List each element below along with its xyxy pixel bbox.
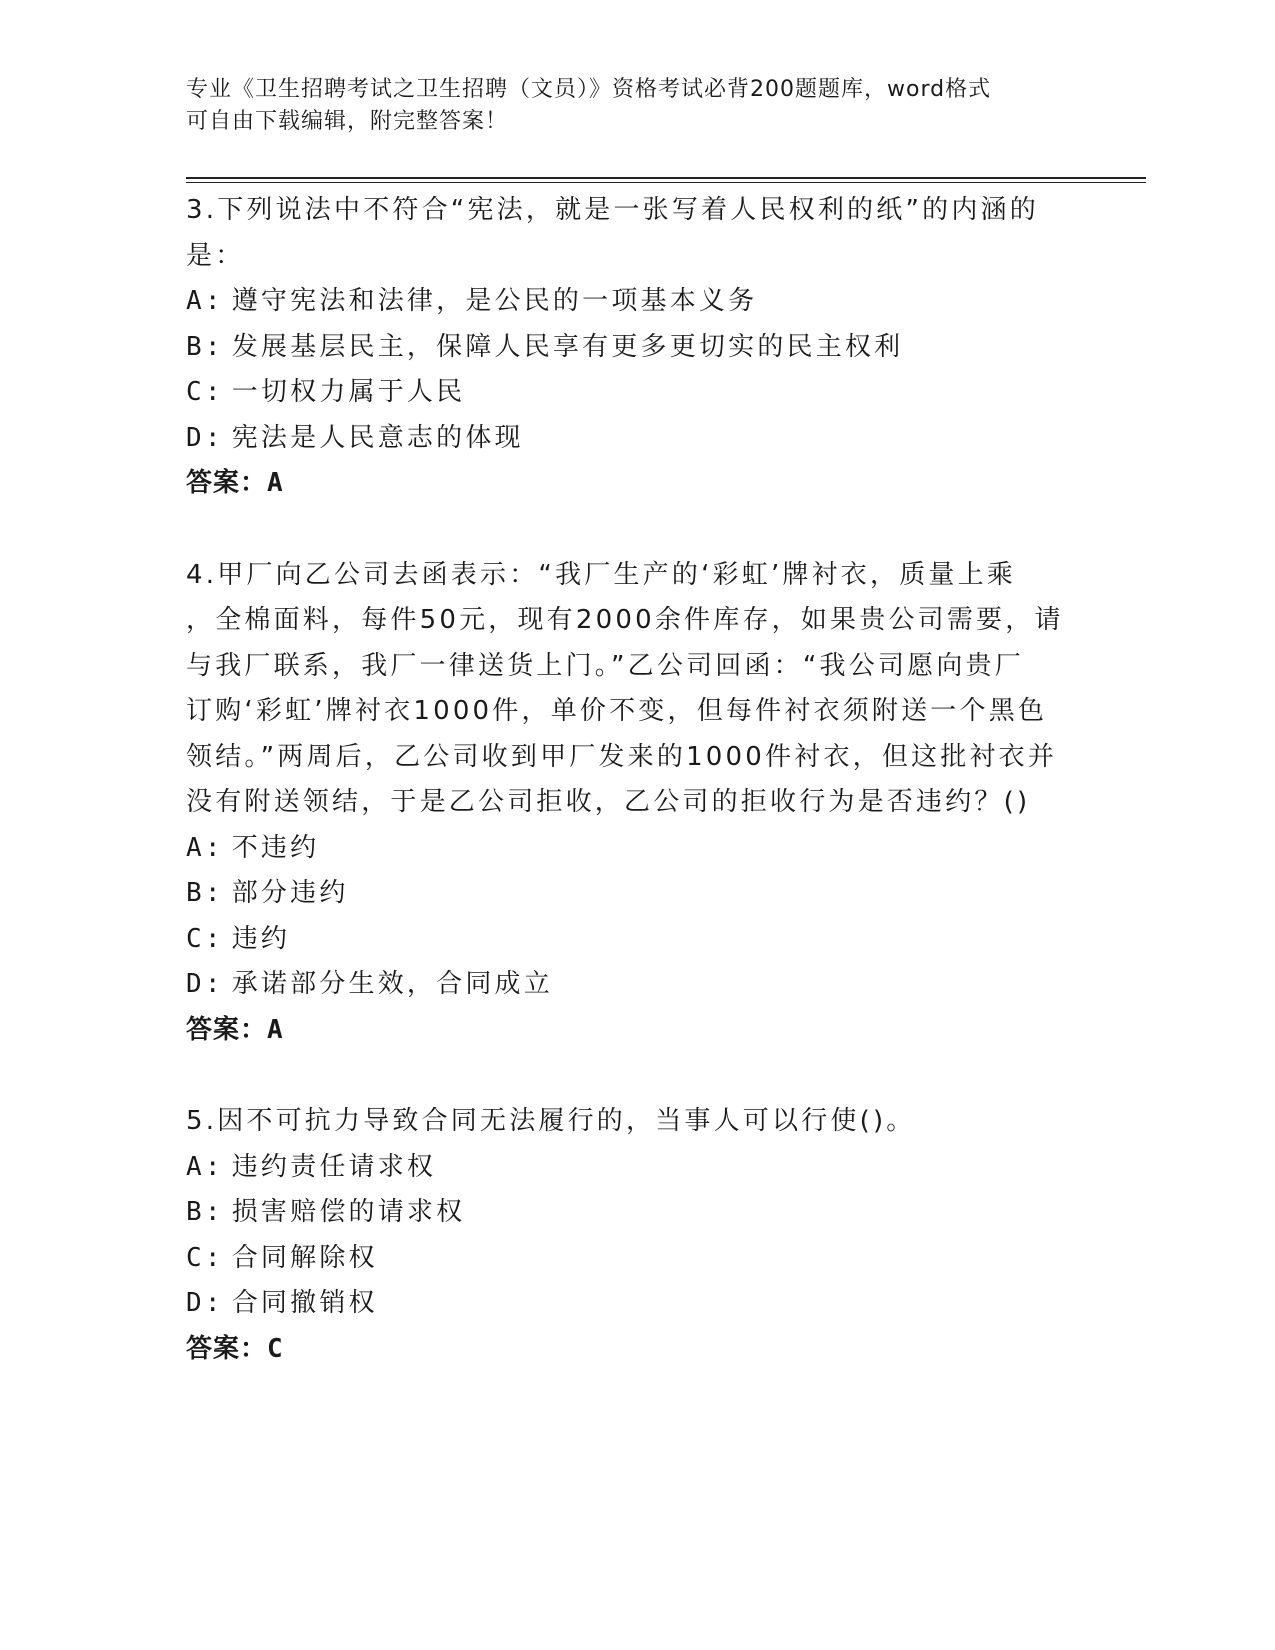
question-text-line: 订购‘彩虹’牌衬衣1000件，单价不变，但每件衬衣须附送一个黑色	[186, 696, 1048, 726]
question-list	[186, 188, 1086, 1418]
option-letter: A:	[186, 286, 224, 316]
option-text: 一切权力属于人民	[231, 377, 466, 407]
option-letter: A:	[186, 1151, 224, 1182]
question-text-line: 5.因不可抗力导致合同无法履行的，当事人可以行使()。	[186, 1106, 916, 1136]
answer-label: 答案：	[186, 468, 268, 498]
option-a	[186, 1145, 1086, 1191]
option-text: 违约	[231, 923, 291, 954]
option-text: 发展基层民主，保障人民享有更多更切实的民主权利	[231, 331, 904, 362]
option-letter: D:	[186, 1288, 224, 1318]
option-d	[186, 416, 1086, 462]
option-a	[186, 826, 1086, 872]
answer-line	[186, 461, 1086, 507]
option-a	[186, 279, 1086, 325]
option-letter: C:	[186, 1242, 224, 1273]
option-letter: C:	[186, 923, 224, 954]
option-text: 违约责任请求权	[231, 1151, 437, 1182]
question-text-line: 没有附送领结，于是乙公司拒收，乙公司的拒收行为是否违约？()	[186, 787, 1031, 817]
option-text: 合同解除权	[231, 1242, 378, 1273]
question-text-line: 3.下列说法中不符合“宪法，就是一张写着人民权利的纸”的内涵的	[186, 195, 1039, 225]
option-text: 合同撤销权	[231, 1288, 378, 1318]
option-letter: D:	[186, 422, 224, 453]
option-c	[186, 917, 1086, 963]
option-text: 承诺部分生效，合同成立	[231, 969, 553, 999]
answer-value: C	[267, 1333, 284, 1364]
question-text-line: 与我厂联系，我厂一律送货上门。”乙公司回函：“我公司愿向贵厂	[186, 650, 1024, 681]
document-header	[186, 74, 1066, 138]
option-c	[186, 1236, 1086, 1282]
option-letter: B:	[186, 878, 224, 908]
option-d	[186, 1281, 1086, 1327]
question-text-line: 4.甲厂向乙公司去函表示：“我厂生产的‘彩虹’牌衬衣，质量上乘	[186, 559, 1017, 590]
option-text: 部分违约	[231, 878, 349, 908]
header-line-1: 专业《卫生招聘考试之卫生招聘（文员）》资格考试必背200题题库，word格式	[186, 77, 992, 102]
option-letter: C:	[186, 377, 224, 407]
header-divider-thick	[186, 177, 1146, 179]
answer-label: 答案：	[186, 1333, 268, 1364]
option-b	[186, 325, 1086, 371]
option-text: 遵守宪法和法律，是公民的一项基本义务	[231, 286, 758, 316]
option-text: 损害赔偿的请求权	[231, 1197, 466, 1227]
answer-label: 答案：	[186, 1014, 268, 1045]
option-letter: B:	[186, 1197, 224, 1227]
option-b	[186, 1190, 1086, 1236]
question-text-line: 是：	[186, 240, 245, 271]
option-letter: B:	[186, 331, 224, 362]
answer-value: A	[267, 1014, 284, 1045]
answer-line	[186, 1327, 1086, 1373]
option-b	[186, 871, 1086, 917]
question-text-line: ，全棉面料，每件50元，现有2000余件库存，如果贵公司需要，请	[186, 605, 1064, 635]
question-text-line: 领结。”两周后，乙公司收到甲厂发来的1000件衬衣，但这批衬衣并	[186, 741, 1058, 772]
option-d	[186, 962, 1086, 1008]
option-text: 不违约	[231, 832, 320, 863]
answer-line	[186, 1008, 1086, 1054]
header-line-2: 可自由下载编辑，附完整答案！	[186, 109, 509, 134]
answer-value: A	[267, 468, 284, 498]
option-letter: D:	[186, 969, 224, 999]
question-item	[186, 553, 1086, 1054]
question-item	[186, 1099, 1086, 1372]
question-item	[186, 188, 1086, 507]
option-text: 宪法是人民意志的体现	[231, 422, 524, 453]
header-divider-thin	[186, 182, 1146, 183]
option-letter: A:	[186, 832, 224, 863]
option-c	[186, 370, 1086, 416]
